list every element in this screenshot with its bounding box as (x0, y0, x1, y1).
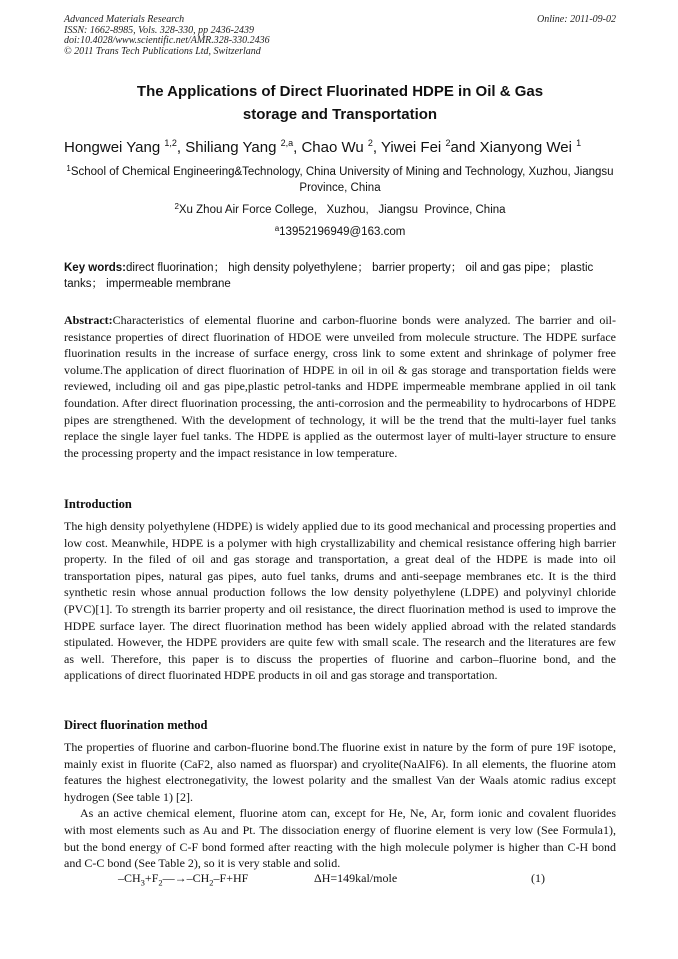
method-paragraph-1: The properties of fluorine and carbon-fluorine bond.The fluorine exist in nature by the form of pure 19F isotope, mainly exist in fluorite (CaF2, also named as fluorspar) and cryolite(NaAlF6). In all elements, the fluorine atom features the highest electronegativity, the lowest polarity and the smallest Van der Waals atomic radius except hydrogen (See table 1) [2]. (64, 740, 616, 804)
paper-title (64, 80, 616, 126)
section-heading-introduction: Introduction (64, 497, 132, 511)
author-separator: , (176, 139, 186, 156)
doi-line: doi:10.4028/www.scientific.net/AMR.328-330.2436 (64, 35, 270, 46)
affiliation-text: School of Chemical Engineering&Technology, China University of Mining and Technology, Xuzhou, Jiangsu Province, China (70, 166, 614, 194)
affiliation-text: Xu Zhou Air Force College, Xuzhou, Jiangsu Province, China (178, 204, 506, 216)
author-name: Xianyong Wei (479, 139, 577, 156)
keywords (64, 260, 616, 292)
journal-header (64, 15, 616, 57)
affiliation-mark: 2 (174, 202, 179, 211)
author-affiliation-mark: 1 (576, 138, 582, 148)
affiliation-1 (64, 164, 616, 196)
equation-number: (1) (531, 871, 545, 885)
author-name: Yiwei Fei (380, 139, 446, 156)
keywords-text: direct fluorination； high density polyethylene； barrier property； oil and gas pipe； plastic tanks； impermeable membrane (64, 262, 594, 290)
abstract-text: Characteristics of elemental fluorine and carbon-fluorine bonds were analyzed. The barrier and oil-resistance properties of direct fluorination of HDOE were unveiled from molecule structure. The HDPE surface fluorination results in the increase of surface energy, cross link to some extent and shrinkage of polymer free volume.The application of direct fluorination of HDPE in oil in oil & gas storage and transportation fields were reviewed, including oil and gas pipe,plastic petrol-tanks and HDPE impermeable membrane applied in oil tank foundation. After direct fluorination processing, the anti-corrosion and the permeability to hydrocarbons of HDPE pipes are strengthened. With the development of technology, it will be the trend that the multi-layer fuel tanks replace the single layer fuel tanks. The HDPE is applied as the outermost layer of multi-layer structure to ensure the processing property and the impact resistance in low temperature. (64, 313, 616, 460)
method-body (64, 739, 616, 872)
author-separator: and (450, 139, 480, 156)
author-affiliation-mark: 2 (445, 138, 451, 148)
title-line-2: storage and Transportation (242, 106, 438, 123)
email-text: 13952196949@163.com (279, 226, 406, 238)
introduction-paragraph: The high density polyethylene (HDPE) is widely applied due to its good mechanical and processing properties and low cost. Meanwhile, HDPE is a polymer with high crystallizability and chemical resistance offering high barrier property. In the filed of oil and gas storage and transportation, a great deal of the HDPE is made into oil transportation pipes, natural gas pipes, auto fuel tanks, drums and anti-seepage membranes etc. It is the third synthetic resin whose annual production follows the low density polyethylene (LDPE) and polyvinyl chloride (PVC)[1]. To strength its barrier property and oil resistance, the direct fluorination method is used to improve the HDPE surface layer. The direct fluorination method has been widely applied abroad with the related standards stipulated. However, the HDPE providers are quite few with small scale. The research and the literatures are few as well. Therefore, this paper is to discuss the properties of fluorine and carbon–fluorine bond, and the applications of direct fluorinated HDPE products in oil and gas storage and transportation. (64, 519, 616, 683)
author-list (64, 138, 616, 158)
author-separator: , (293, 139, 302, 156)
abstract-label: Abstract: (64, 313, 113, 327)
introduction-body (64, 518, 616, 684)
author-name: Shiliang Yang (185, 139, 281, 156)
abstract (64, 312, 616, 461)
issn-line: ISSN: 1662-8985, Vols. 328-330, pp 2436-2439 (64, 24, 254, 36)
keywords-label: Key words: (64, 262, 126, 274)
author-name: Chao Wu (301, 139, 368, 156)
author-affiliation-mark: 2 (367, 138, 373, 148)
affiliation-2 (64, 202, 616, 218)
reaction-equation: $-CH_3+F_2—\to-CH_2-F+HF$ (118, 871, 249, 888)
method-paragraph-2: As an active chemical element, fluorine atom can, except for He, Ne, Ar, form ionic and covalent fluorides with most elements such as Au and Pt. The dissociation energy of fluorine element is very low (See Formula1), but the bond energy of C-F bond formed after reacting with the high molecule polymer is higher than C-H bond and C-C bond (See Table 2), so it is very stable and solid. (64, 806, 616, 871)
email-mark: a (274, 224, 280, 233)
title-line-1: The Applications of Direct Fluorinated HDPE in Oil & Gas (136, 83, 544, 100)
author-separator: , (372, 139, 381, 156)
author-affiliation-mark: 1,2 (164, 138, 177, 148)
copyright-line: © 2011 Trans Tech Publications Ltd, Switzerland (64, 45, 261, 57)
enthalpy-value: ΔH=149kal/mole (314, 871, 398, 885)
author-affiliation-mark: 2,a (280, 138, 294, 148)
author-name: Hongwei Yang (64, 139, 165, 156)
journal-name: Advanced Materials Research (64, 14, 185, 25)
online-date: Online: 2011-09-02 (537, 14, 616, 25)
formula-1 (64, 870, 616, 888)
section-heading-method: Direct fluorination method (64, 718, 208, 732)
affiliation-mark: 1 (66, 164, 71, 173)
corresponding-email (64, 224, 616, 240)
